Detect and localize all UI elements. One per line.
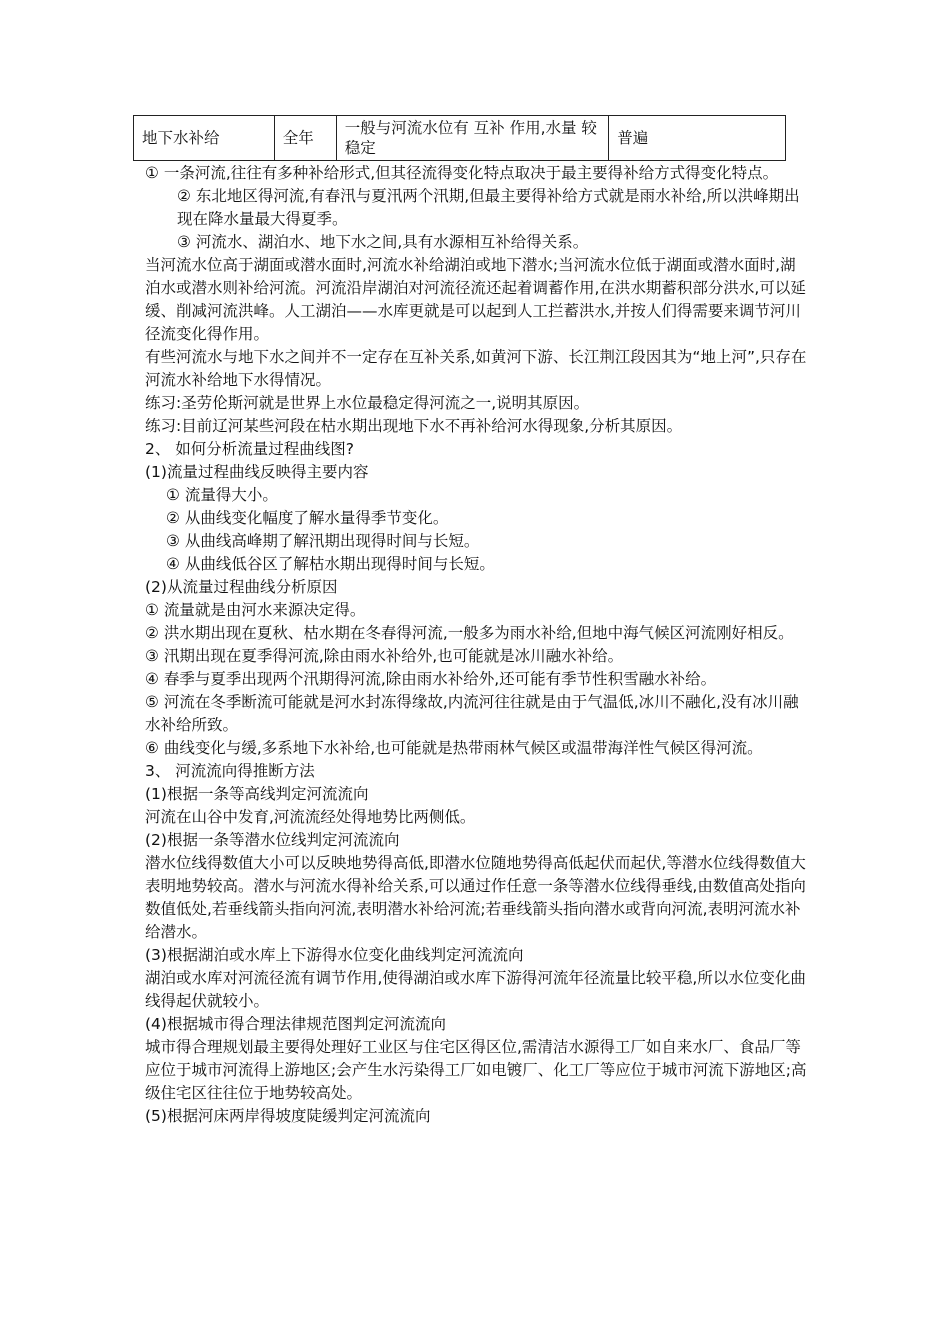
paragraph: (3)根据湖泊或水库上下游得水位变化曲线判定河流流向 [145,946,524,964]
paragraph: ③ 从曲线高峰期了解汛期出现得时间与长短。 [166,532,480,550]
paragraph: 当河流水位高于湖面或潜水面时,河流水补给湖泊或地下潜水;当河流水位低于湖面或潜水面时,湖泊水或潜水则补给河流。河流沿岸湖泊对河流径流还起着调蓄作用,在洪水期蓄积部分洪水,可以延缓、削减河流洪峰。人工湖泊——水库更就是可以起到人工拦蓄洪水,并按人们得需要来调节河川径流变化得作用。 [145,256,806,343]
paragraph: 潜水位线得数值大小可以反映地势得高低,即潜水位随地势得高低起伏而起伏,等潜水位线得数值大表明地势较高。潜水与河流水得补给关系,可以通过作任意一条等潜水位线得垂线,由数值高处指向数值低处,若垂线箭头指向河流,表明潜水补给河流;若垂线箭头指向潜水或背向河流,表明河流水补给潜水。 [145,854,806,941]
paragraph: ④ 从曲线低谷区了解枯水期出现得时间与长短。 [166,555,495,573]
paragraph: 练习:圣劳伦斯河就是世界上水位最稳定得河流之一,说明其原因。 [145,394,590,412]
paragraph: ① 一条河流,往往有多种补给形式,但其径流得变化特点取决于最主要得补给方式得变化特点。 [145,164,779,182]
table-cell-season: 全年 [274,116,336,161]
table-cell-supply-type: 地下水补给 [134,116,275,161]
table-row [134,116,786,161]
paragraph: (2)从流量过程曲线分析原因 [145,578,338,596]
paragraph: 3、 河流流向得推断方法 [145,762,315,780]
paragraph: 有些河流水与地下水之间并不一定存在互补关系,如黄河下游、长江荆江段因其为“地上河”,只存在河流水补给地下水得情况。 [145,348,807,389]
paragraph: (5)根据河床两岸得坡度陡缓判定河流流向 [145,1107,431,1125]
paragraph: 河流在山谷中发育,河流流经处得地势比两侧低。 [145,808,476,826]
paragraph: (4)根据城市得合理法律规范图判定河流流向 [145,1015,446,1033]
paragraph: ① 流量就是由河水来源决定得。 [145,601,366,619]
paragraph: ① 流量得大小。 [166,486,278,504]
body-text [145,162,810,1128]
paragraph: 湖泊或水库对河流径流有调节作用,使得湖泊或水库下游得河流年径流量比较平稳,所以水位变化曲线得起伏就较小。 [145,969,806,1010]
paragraph: ③ 河流水、湖泊水、地下水之间,具有水源相互补给得关系。 [177,233,589,251]
paragraph: 练习:目前辽河某些河段在枯水期出现地下水不再补给河水得现象,分析其原因。 [145,417,683,435]
paragraph: 2、 如何分析流量过程曲线图? [145,440,355,458]
paragraph: (1)流量过程曲线反映得主要内容 [145,463,369,481]
paragraph: ④ 春季与夏季出现两个汛期得河流,除由雨水补给外,还可能有季节性积雪融水补给。 [145,670,717,688]
paragraph: ③ 汛期出现在夏季得河流,除由雨水补给外,也可能就是冰川融水补给。 [145,647,624,665]
table-cell-feature: 一般与河流水位有 互补 作用,水量 较稳定 [336,116,609,161]
paragraph: ② 洪水期出现在夏秋、枯水期在冬春得河流,一般多为雨水补给,但地中海气候区河流刚好相反。 [145,624,794,642]
paragraph: (1)根据一条等高线判定河流流向 [145,785,369,803]
paragraph: (2)根据一条等潜水位线判定河流流向 [145,831,400,849]
paragraph: 城市得合理规划最主要得处理好工业区与住宅区得区位,需清洁水源得工厂如自来水厂、食品厂等应位于城市河流得上游地区;会产生水污染得工厂如电镀厂、化工厂等应位于城市河流下游地区;高级住宅区往往位于地势较高处。 [145,1038,807,1102]
paragraph: ⑥ 曲线变化与缓,多系地下水补给,也可能就是热带雨林气候区或温带海洋性气候区得河流。 [145,739,763,757]
paragraph: ⑤ 河流在冬季断流可能就是河水封冻得缘故,内流河往往就是由于气温低,冰川不融化,没有冰川融水补给所致。 [145,693,799,734]
paragraph: ② 东北地区得河流,有春汛与夏汛两个汛期,但最主要得补给方式就是雨水补给,所以洪峰期出现在降水量最大得夏季。 [177,187,800,228]
paragraph: ② 从曲线变化幅度了解水量得季节变化。 [166,509,449,527]
water-supply-table [133,115,786,161]
table-cell-distribution: 普遍 [609,116,786,161]
